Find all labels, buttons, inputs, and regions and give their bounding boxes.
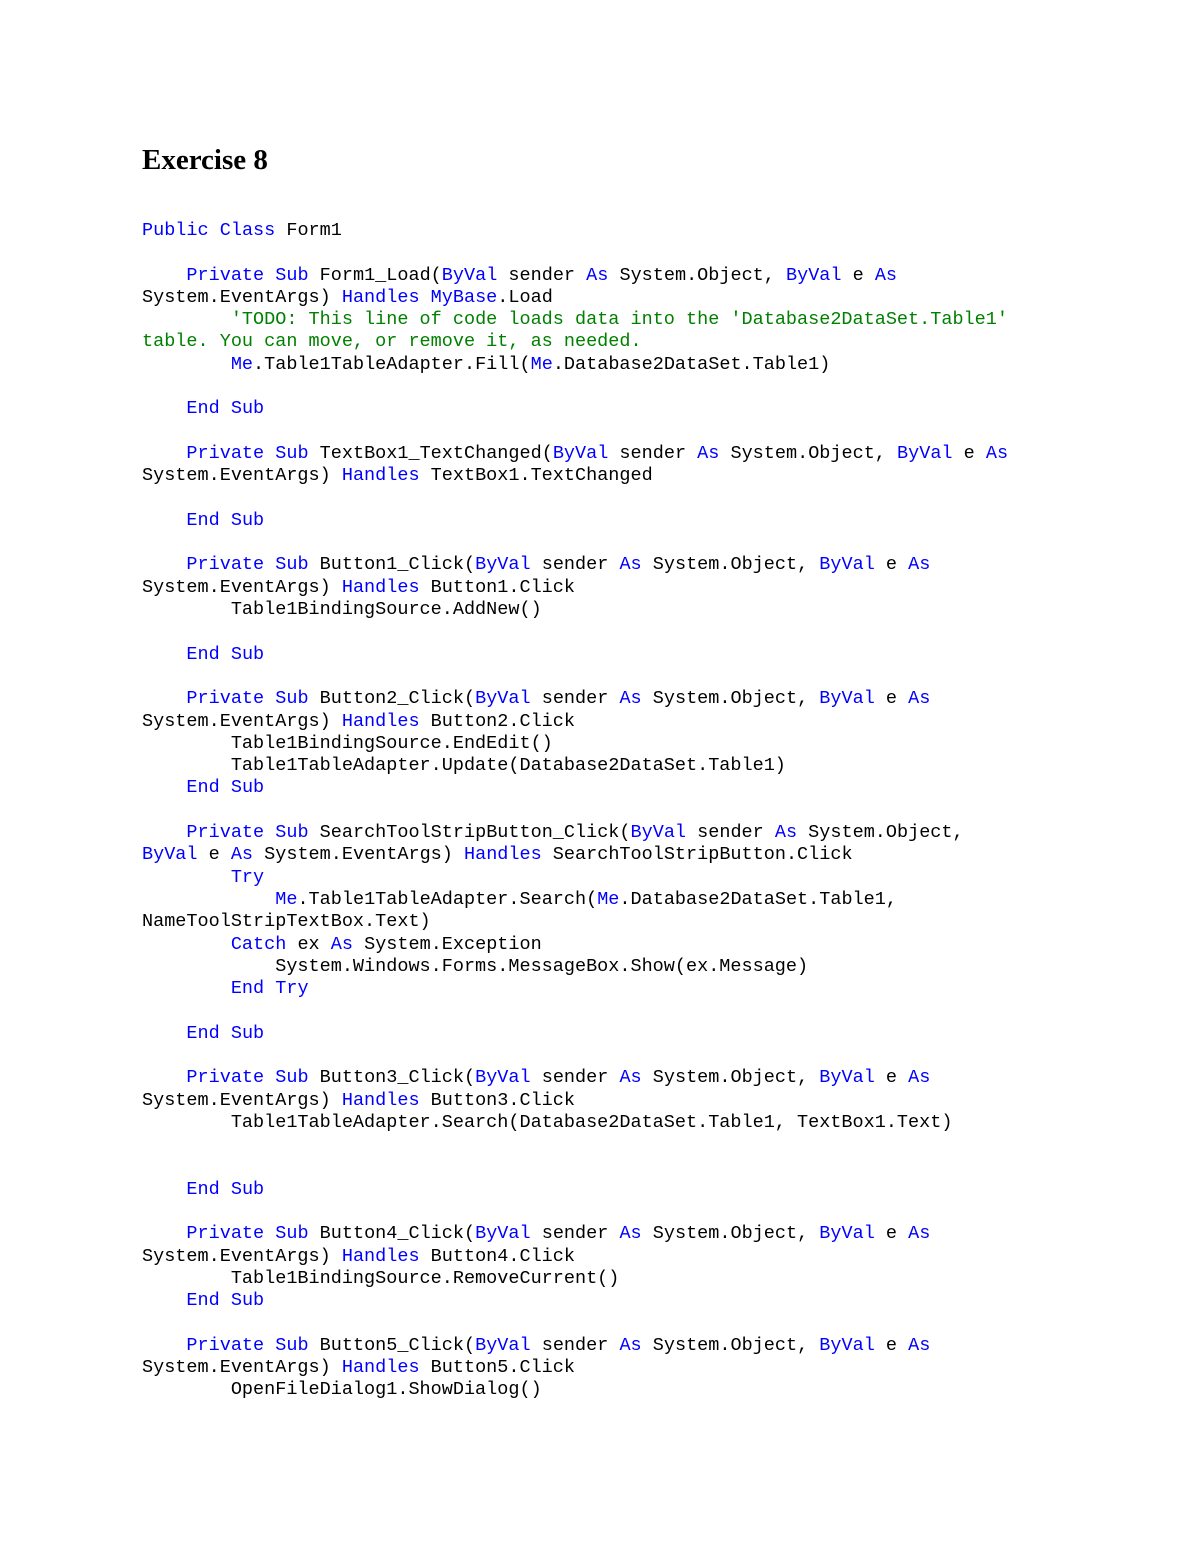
keyword-token: Sub — [230, 1022, 265, 1044]
code-text-token: sender — [530, 1067, 620, 1089]
keyword-token: Catch — [230, 933, 287, 955]
code-text-token: Table1TableAdapter.Update(Database2DataSet.Table1) — [142, 755, 786, 777]
keyword-token: Sub — [230, 643, 265, 665]
blank-code-line — [142, 1000, 1142, 1022]
code-text-token — [142, 1067, 186, 1088]
code-text-token: System.Object, — [719, 442, 898, 464]
code-text-token: SearchToolStripButton_Click( — [308, 822, 631, 844]
code-text-token: sender — [686, 822, 775, 844]
code-text-token — [142, 443, 186, 464]
keyword-token: As — [619, 554, 642, 576]
keyword-token: Private — [186, 1334, 265, 1356]
code-text-token: .Table1TableAdapter.Fill( — [253, 353, 531, 375]
keyword-token: As — [908, 1067, 931, 1089]
code-text-token: System.Object, — [797, 822, 964, 844]
code-text-token: Button5.Click — [419, 1357, 575, 1379]
code-text-token: e — [874, 1067, 909, 1089]
keyword-token: End — [186, 643, 220, 665]
keyword-token: ByVal — [897, 442, 953, 464]
code-text-token: Button1.Click — [419, 576, 575, 598]
code-line — [142, 220, 1142, 242]
code-text-token: System.Object, — [641, 1223, 820, 1245]
code-text-token: System.Windows.Forms.MessageBox.Show(ex.Message) — [142, 955, 809, 977]
blank-code-line — [142, 1134, 1142, 1156]
keyword-token: Handles — [463, 844, 542, 866]
code-text-token — [220, 644, 231, 665]
keyword-token: Sub — [275, 1334, 309, 1356]
code-text-token — [142, 265, 186, 286]
code-text-token — [142, 1335, 186, 1356]
keyword-token: ByVal — [819, 1334, 875, 1356]
keyword-token: Sub — [275, 442, 309, 464]
code-line — [142, 443, 1142, 465]
code-text-token: e — [197, 844, 231, 866]
keyword-token: As — [874, 264, 898, 286]
code-line — [142, 911, 1142, 933]
code-line — [142, 287, 1142, 309]
keyword-token: MyBase — [430, 286, 498, 308]
keyword-token: Private — [186, 1223, 265, 1245]
code-text-token: SearchToolStripButton.Click — [541, 844, 853, 866]
code-text-token: e — [841, 264, 875, 286]
keyword-token: ByVal — [475, 1067, 531, 1089]
code-text-token: sender — [530, 1223, 620, 1245]
code-text-token: System.EventArgs) — [142, 1245, 342, 1267]
code-text-token — [142, 644, 186, 665]
code-text-token: System.Object, — [641, 554, 820, 576]
keyword-token: Private — [186, 688, 265, 710]
code-text-token: System.EventArgs) — [142, 286, 342, 308]
code-text-token: Button2_Click( — [308, 688, 476, 710]
keyword-token: ByVal — [552, 442, 609, 464]
code-text-token: System.EventArgs) — [142, 576, 342, 598]
code-text-token: sender — [608, 442, 698, 464]
keyword-token: Sub — [275, 688, 309, 710]
keyword-token: ByVal — [142, 844, 198, 866]
keyword-token: As — [330, 933, 353, 955]
code-text-token: e — [874, 1334, 909, 1356]
code-text-token: Button2.Click — [419, 710, 575, 732]
code-line — [142, 554, 1142, 576]
code-line — [142, 867, 1142, 889]
keyword-token: ByVal — [441, 264, 498, 286]
keyword-token: End — [186, 1290, 220, 1312]
code-text-token: System.Object, — [641, 688, 820, 710]
keyword-token: Sub — [230, 509, 265, 531]
keyword-token: End — [186, 1022, 220, 1044]
code-text-token: sender — [497, 264, 587, 286]
keyword-token: End — [230, 978, 265, 1000]
code-line — [142, 644, 1142, 666]
code-text-token: Table1BindingSource.EndEdit() — [142, 732, 553, 754]
keyword-token: Me — [597, 888, 620, 910]
keyword-token: Sub — [230, 1290, 265, 1312]
code-text-token: System.EventArgs) — [142, 1357, 342, 1379]
keyword-token: As — [586, 264, 609, 286]
code-text-token: System.Object, — [608, 264, 786, 286]
keyword-token: Class — [219, 220, 276, 241]
code-text-token — [142, 1223, 186, 1244]
code-text-token — [142, 398, 186, 419]
code-text-token — [220, 1290, 231, 1311]
blank-code-line — [142, 1156, 1142, 1178]
page-heading: Exercise 8 — [142, 144, 268, 176]
code-text-token: .Table1TableAdapter.Search( — [297, 888, 598, 910]
code-text-token: sender — [530, 688, 620, 710]
code-line — [142, 711, 1142, 733]
keyword-token: ByVal — [475, 688, 531, 710]
code-text-token — [264, 978, 275, 999]
code-line — [142, 777, 1142, 799]
code-text-token: Form1 — [275, 220, 342, 241]
keyword-token: ByVal — [786, 264, 842, 286]
code-text-token: OpenFileDialog1.ShowDialog() — [142, 1379, 542, 1401]
keyword-token: Handles — [341, 1089, 420, 1111]
code-text-token — [264, 1067, 275, 1088]
code-line — [142, 331, 1142, 353]
keyword-token: Me — [230, 353, 254, 375]
code-text-token: System.Exception — [352, 933, 542, 955]
code-line — [142, 1067, 1142, 1089]
code-text-token: System.EventArgs) — [253, 844, 464, 866]
code-text-token: .Load — [497, 286, 553, 308]
blank-code-line — [142, 488, 1142, 510]
code-text-token: TextBox1.TextChanged — [419, 465, 653, 487]
code-text-token — [142, 554, 186, 575]
code-text-token: Button5_Click( — [308, 1334, 476, 1356]
keyword-token: Private — [186, 264, 265, 286]
code-text-token — [220, 777, 231, 798]
code-text-token: Table1TableAdapter.Search(Database2DataSet.Table1, TextBox1.Text) — [142, 1111, 953, 1133]
keyword-token: Me — [530, 353, 553, 375]
code-text-token — [142, 978, 231, 999]
keyword-token: Handles — [341, 710, 420, 732]
keyword-token: Private — [186, 554, 265, 576]
keyword-token: Me — [275, 888, 298, 910]
code-text-token — [142, 309, 231, 330]
code-text-token: NameToolStripTextBox.Text) — [142, 911, 431, 933]
code-text-token: Button3_Click( — [308, 1067, 476, 1089]
blank-code-line — [142, 421, 1142, 443]
code-line — [142, 822, 1142, 844]
code-text-token: .Database2DataSet.Table1, — [619, 888, 897, 910]
keyword-token: ByVal — [475, 554, 531, 576]
keyword-token: As — [230, 844, 254, 866]
code-line — [142, 978, 1142, 1000]
keyword-token: Sub — [275, 264, 309, 286]
keyword-token: Sub — [275, 554, 309, 576]
code-text-token: sender — [530, 1334, 620, 1356]
keyword-token: As — [619, 688, 642, 710]
code-text-token: Button1_Click( — [308, 554, 476, 576]
keyword-token: Handles — [341, 465, 420, 487]
keyword-token: As — [908, 688, 931, 710]
code-text-token: Form1_Load( — [308, 264, 442, 286]
keyword-token: Handles — [341, 286, 420, 308]
code-line — [142, 1290, 1142, 1312]
blank-code-line — [142, 621, 1142, 643]
code-text-token — [220, 1023, 231, 1044]
code-text-token — [220, 1179, 231, 1200]
code-text-token: e — [952, 442, 986, 464]
comment-token: table. You can move, or remove it, as needed. — [142, 331, 642, 353]
code-text-token — [142, 510, 186, 531]
keyword-token: As — [908, 1223, 931, 1245]
code-text-token — [142, 822, 186, 843]
code-line — [142, 1112, 1142, 1134]
code-text-token: System.Object, — [641, 1334, 820, 1356]
code-line — [142, 1268, 1142, 1290]
code-text-token — [220, 398, 231, 419]
code-text-token — [142, 688, 186, 709]
keyword-token: As — [619, 1223, 642, 1245]
code-line — [142, 934, 1142, 956]
code-text-token: System.EventArgs) — [142, 465, 342, 487]
code-text-token: Button4_Click( — [308, 1223, 476, 1245]
code-line — [142, 309, 1142, 331]
code-text-token — [420, 287, 431, 308]
code-text-token — [264, 1223, 275, 1244]
code-line — [142, 1179, 1142, 1201]
code-text-token — [142, 777, 186, 798]
keyword-token: End — [186, 509, 220, 531]
keyword-token: As — [774, 822, 798, 844]
keyword-token: End — [186, 398, 220, 420]
code-text-token — [142, 934, 231, 955]
code-text-token — [264, 688, 275, 709]
keyword-token: Try — [275, 978, 309, 1000]
keyword-token: As — [908, 1334, 931, 1356]
keyword-token: Private — [186, 822, 265, 844]
code-text-token: Table1BindingSource.AddNew() — [142, 599, 542, 621]
keyword-token: Handles — [341, 576, 420, 598]
code-text-token — [209, 220, 220, 241]
code-line — [142, 398, 1142, 420]
blank-code-line — [142, 800, 1142, 822]
code-text-token: ex — [286, 933, 331, 955]
code-line — [142, 1379, 1142, 1401]
keyword-token: As — [619, 1334, 642, 1356]
code-text-token — [264, 1335, 275, 1356]
keyword-token: As — [697, 442, 720, 464]
keyword-token: Public — [142, 220, 209, 241]
code-text-token: e — [874, 1223, 909, 1245]
code-text-token — [142, 889, 275, 910]
code-line — [142, 354, 1142, 376]
code-text-token: System.EventArgs) — [142, 1089, 342, 1111]
keyword-token: As — [985, 442, 1009, 464]
keyword-token: Private — [186, 1067, 265, 1089]
code-text-token — [142, 867, 231, 888]
keyword-token: Sub — [275, 1223, 309, 1245]
code-text-token: Button3.Click — [419, 1089, 575, 1111]
code-listing — [142, 220, 1142, 1402]
code-text-token: System.EventArgs) — [142, 710, 342, 732]
keyword-token: Sub — [230, 398, 265, 420]
code-text-token — [264, 822, 275, 843]
keyword-token: Handles — [341, 1245, 420, 1267]
keyword-token: End — [186, 777, 220, 799]
blank-code-line — [142, 1313, 1142, 1335]
code-text-token — [142, 1290, 186, 1311]
code-line — [142, 1246, 1142, 1268]
code-line — [142, 465, 1142, 487]
code-line — [142, 1357, 1142, 1379]
code-text-token — [142, 354, 231, 375]
keyword-token: Sub — [230, 1178, 265, 1200]
code-text-token — [264, 554, 275, 575]
blank-code-line — [142, 1045, 1142, 1067]
keyword-token: Handles — [341, 1357, 420, 1379]
code-text-token — [142, 1023, 186, 1044]
code-line — [142, 733, 1142, 755]
keyword-token: ByVal — [475, 1334, 531, 1356]
code-line — [142, 889, 1142, 911]
code-text-token: TextBox1_TextChanged( — [308, 442, 553, 464]
keyword-token: ByVal — [819, 688, 875, 710]
keyword-token: Try — [230, 866, 265, 888]
keyword-token: Private — [186, 442, 265, 464]
code-line — [142, 1335, 1142, 1357]
keyword-token: As — [908, 554, 931, 576]
keyword-token: As — [619, 1067, 642, 1089]
code-line — [142, 510, 1142, 532]
keyword-token: Sub — [275, 1067, 309, 1089]
code-line — [142, 599, 1142, 621]
code-line — [142, 844, 1142, 866]
blank-code-line — [142, 532, 1142, 554]
code-text-token: sender — [530, 554, 620, 576]
keyword-token: ByVal — [819, 1067, 875, 1089]
code-text-token: Button4.Click — [419, 1245, 575, 1267]
code-text-token: .Database2DataSet.Table1) — [552, 353, 831, 375]
blank-code-line — [142, 376, 1142, 398]
keyword-token: ByVal — [819, 554, 875, 576]
code-text-token — [264, 443, 275, 464]
code-line — [142, 1090, 1142, 1112]
code-text-token — [264, 265, 275, 286]
code-text-token: e — [874, 688, 909, 710]
keyword-token: Sub — [275, 822, 309, 844]
code-text-token: System.Object, — [641, 1067, 820, 1089]
code-text-token: Table1BindingSource.RemoveCurrent() — [142, 1267, 620, 1289]
code-line — [142, 577, 1142, 599]
blank-code-line — [142, 242, 1142, 264]
code-line — [142, 1223, 1142, 1245]
code-line — [142, 688, 1142, 710]
keyword-token: ByVal — [475, 1223, 531, 1245]
code-text-token: e — [874, 554, 909, 576]
code-text-token — [220, 510, 231, 531]
comment-token: 'TODO: This line of code loads data into the 'Database2DataSet.Table1' — [230, 309, 1008, 331]
code-line — [142, 956, 1142, 978]
blank-code-line — [142, 666, 1142, 688]
keyword-token: ByVal — [819, 1223, 875, 1245]
keyword-token: Sub — [230, 777, 265, 799]
code-line — [142, 755, 1142, 777]
keyword-token: End — [186, 1178, 220, 1200]
keyword-token: ByVal — [630, 822, 687, 844]
code-text-token — [142, 1179, 186, 1200]
code-line — [142, 1023, 1142, 1045]
blank-code-line — [142, 1201, 1142, 1223]
code-line — [142, 265, 1142, 287]
